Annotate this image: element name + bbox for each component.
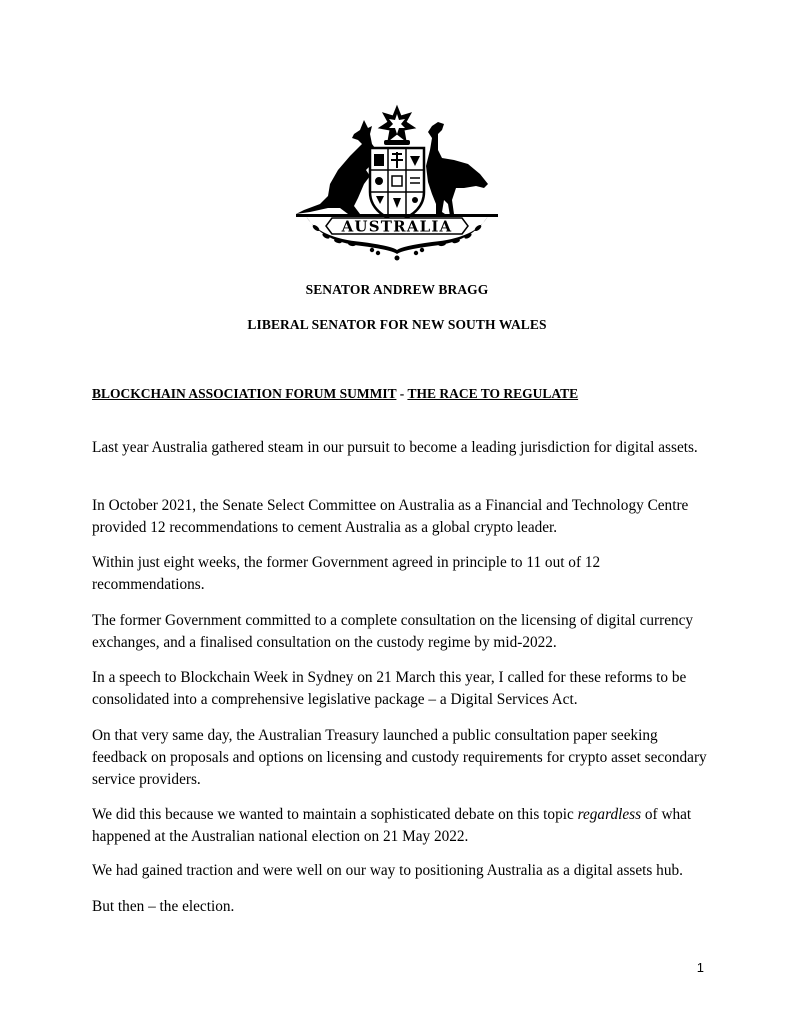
banner-text: AUSTRALIA: [341, 217, 453, 236]
page-number: 1: [696, 960, 704, 975]
senator-name: SENATOR ANDREW BRAGG: [305, 282, 489, 297]
kangaroo-icon: [296, 120, 378, 214]
senator-role: LIBERAL SENATOR FOR NEW SOUTH WALES: [247, 317, 547, 332]
emu-icon: [426, 122, 488, 216]
paragraph-7: [92, 804, 712, 848]
paragraph-4: The former Government committed to a complete consultation on the licensing of digital currency exchanges, and a finalised consultation on the custody regime by mid-2022.: [92, 612, 694, 651]
speech-title-topic: THE RACE TO REGULATE: [407, 386, 579, 401]
paragraph-9: But then – the election.: [92, 898, 235, 915]
paragraph-7-emphasis: regardless: [577, 806, 642, 823]
australia-banner: [326, 218, 468, 236]
speech-title: [92, 386, 578, 402]
paragraph-7-end: of what happened at the Australian national election on 21 May 2022.: [92, 806, 692, 845]
paragraph-2: In October 2021, the Senate Select Committee on Australia as a Financial and Technology Centre provided 12 recommendations to cement Australia as a global crypto leader.: [92, 497, 689, 536]
paragraph-8: We had gained traction and were well on our way to positioning Australia as a digital assets hub.: [92, 862, 683, 879]
paragraph-6: On that very same day, the Australian Treasury launched a public consultation paper seeking feedback on proposals and options on licensing and custody requirements for crypto asset secondary service providers.: [92, 727, 707, 788]
paragraph-7-start: We did this because we wanted to maintain a sophisticated debate on this topic: [92, 806, 578, 823]
paragraph-1: Last year Australia gathered steam in our pursuit to become a leading jurisdiction for digital assets.: [92, 439, 698, 456]
paragraph-5: In a speech to Blockchain Week in Sydney on 21 March this year, I called for these reforms to be consolidated into a comprehensive legislative package – a Digital Services Act.: [92, 669, 687, 708]
commonwealth-star-icon: [379, 106, 415, 141]
speech-title-separator: -: [396, 386, 408, 401]
speech-title-event: BLOCKCHAIN ASSOCIATION FORUM SUMMIT: [92, 386, 397, 401]
paragraph-3: Within just eight weeks, the former Government agreed in principle to 11 out of 12 recommendations.: [92, 554, 601, 593]
shield-icon: [370, 148, 424, 222]
coat-of-arms: [292, 104, 502, 264]
